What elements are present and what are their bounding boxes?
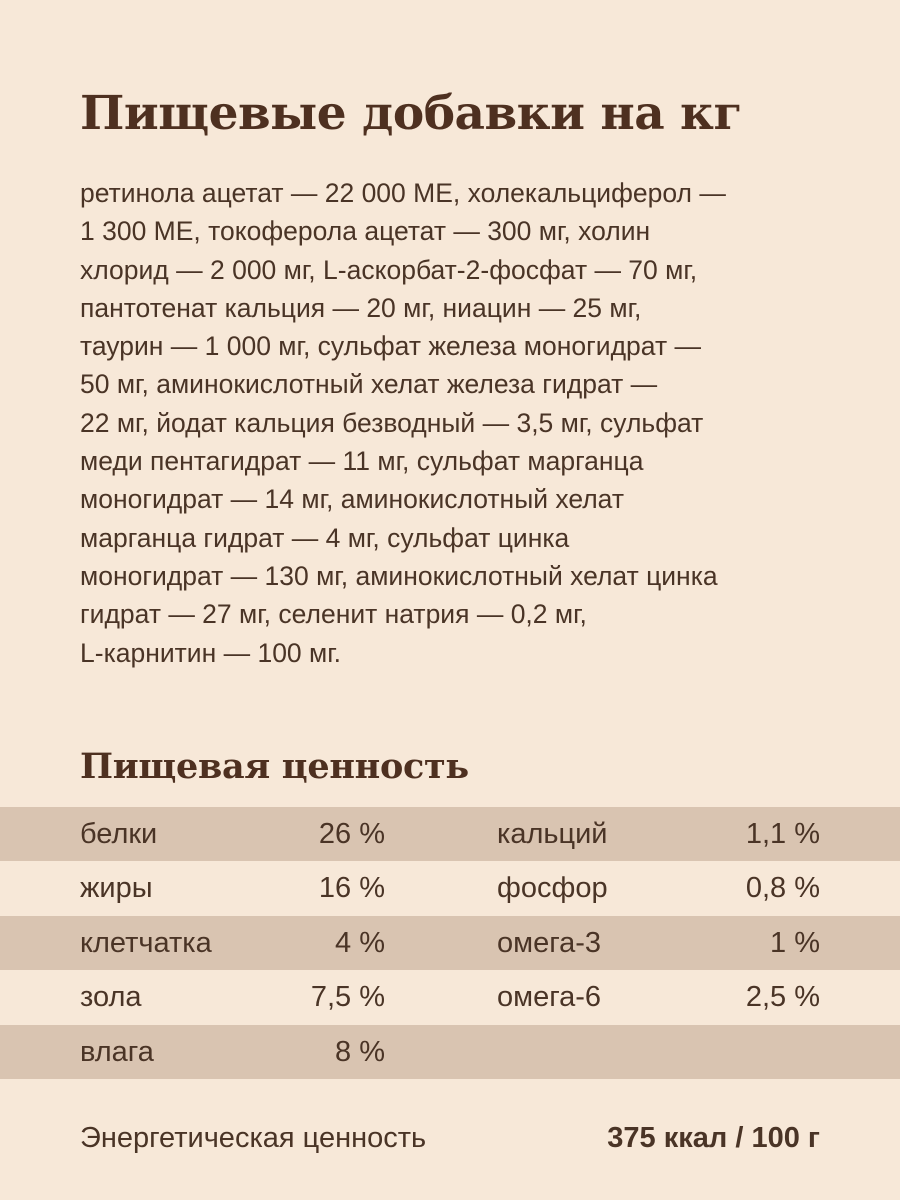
nutrient-value: 4 % [335, 926, 385, 959]
nutrient-value: 1,1 % [745, 818, 820, 850]
table-row [0, 916, 900, 970]
nutrient-label: белки [80, 818, 158, 850]
nutrient-label: омега-3 [497, 926, 602, 959]
nutrient-label: влага [80, 1035, 154, 1068]
nutrient-label: омега-6 [497, 981, 602, 1014]
nutrition-table [0, 807, 900, 1079]
additives-title: Пищевые добавки на кг [80, 86, 742, 141]
additives-line: L-карнитин — 100 мг. [80, 637, 342, 668]
nutrient-label: зола [80, 981, 142, 1014]
nutrition-title: Пищевая ценность [80, 746, 469, 787]
additives-line: ретинола ацетат — 22 000 МЕ, холекальциферол — [80, 178, 726, 208]
additives-line: 50 мг, аминокислотный хелат железа гидрат — [80, 369, 658, 400]
table-row [0, 970, 900, 1024]
nutrient-value: 26 % [318, 818, 385, 850]
nutrient-value: 0,8 % [745, 872, 820, 905]
additives-line: марганца гидрат — 4 мг, сульфат цинка [80, 522, 570, 553]
nutrient-value: 8 % [335, 1035, 385, 1068]
table-row [0, 1025, 900, 1079]
nutrient-label: кальций [497, 818, 608, 850]
nutrient-label: фосфор [497, 872, 608, 905]
nutrient-value: 7,5 % [310, 981, 385, 1014]
additives-line: таурин — 1 000 мг, сульфат железа моногидрат — [80, 331, 701, 362]
additives-line: меди пентагидрат — 11 мг, сульфат марганца [80, 446, 644, 477]
additives-line: моногидрат — 14 мг, аминокислотный хелат [80, 484, 624, 515]
nutrient-value: 16 % [318, 872, 385, 905]
energy-label: Энергетическая ценность [80, 1122, 427, 1154]
nutrient-value: 2,5 % [745, 981, 820, 1014]
additives-line: 22 мг, йодат кальция безводный — 3,5 мг, сульфат [80, 407, 704, 438]
nutrient-label: клетчатка [80, 926, 212, 959]
additives-line: пантотенат кальция — 20 мг, ниацин — 25 мг, [80, 292, 642, 323]
nutrient-label: жиры [80, 872, 153, 905]
table-row [0, 807, 900, 861]
additives-line: гидрат — 27 мг, селенит натрия — 0,2 мг, [80, 599, 587, 630]
energy-value: 375 ккал / 100 г [607, 1122, 820, 1154]
table-row [0, 861, 900, 915]
nutrient-value: 1 % [770, 926, 820, 959]
additives-line: моногидрат — 130 мг, аминокислотный хелат цинка [80, 560, 718, 591]
additives-line: 1 300 МЕ, токоферола ацетат — 300 мг, холин [80, 216, 651, 247]
additives-line: хлорид — 2 000 мг, L-аскорбат-2-фосфат — 70 мг, [80, 254, 698, 285]
additives-text [80, 174, 820, 672]
energy-value-row [0, 1111, 900, 1165]
